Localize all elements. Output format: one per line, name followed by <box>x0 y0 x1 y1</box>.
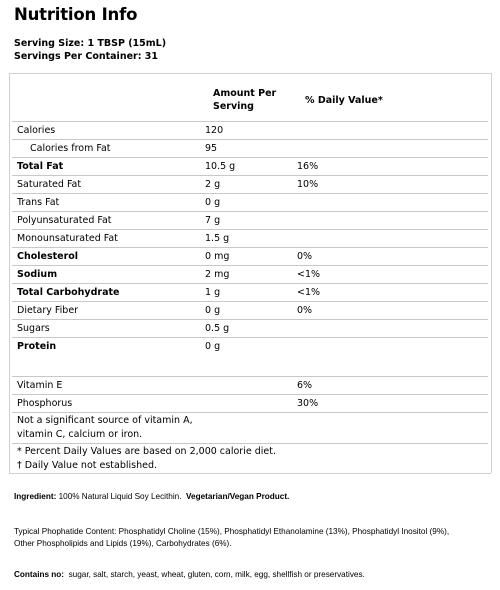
table-row <box>12 395 488 413</box>
table-row <box>12 320 488 338</box>
nutrient-name: Polyunsaturated Fat <box>12 212 205 230</box>
table-row <box>12 176 488 194</box>
nutrient-dv <box>297 194 488 212</box>
vitamin-dv: 6% <box>297 377 488 395</box>
serving-info <box>14 37 166 63</box>
ingredient-text: 100% Natural Liquid Soy Lecithin. <box>56 492 187 501</box>
page-title: Nutrition Info <box>14 5 138 24</box>
nutrient-amount: 120 <box>205 122 297 140</box>
ingredient-label: Ingredient: <box>14 492 57 501</box>
nutrient-amount: 0 g <box>205 341 221 352</box>
nutrient-dv: 0% <box>297 248 488 266</box>
nutrient-name: Sugars <box>12 320 205 338</box>
nutrient-dv <box>297 230 488 248</box>
nutrient-dv <box>297 122 488 140</box>
nutrient-name: Calories from Fat <box>12 140 205 158</box>
table-row <box>12 230 488 248</box>
nutrient-name: Total Fat <box>12 158 205 176</box>
panel-top-rule <box>9 73 491 74</box>
nutrient-amount: 7 g <box>205 212 297 230</box>
nutrient-amount: 10.5 g <box>205 158 297 176</box>
table-row <box>12 377 488 395</box>
nutrient-name: Dietary Fiber <box>12 302 205 320</box>
contains-label: Contains no: <box>14 570 65 579</box>
percent-dv-footnote: * Percent Daily Values are based on 2,000 calorie diet. <box>17 446 276 457</box>
nutrient-name: Total Carbohydrate <box>12 284 205 302</box>
nutrient-dv: 10% <box>297 176 488 194</box>
table-row <box>12 158 488 176</box>
vegan-tag: Vegetarian/Vegan Product. <box>186 492 290 501</box>
serving-size: Serving Size: 1 TBSP (15mL) <box>14 38 167 49</box>
servings-per-container: Servings Per Container: 31 <box>14 51 159 62</box>
nutrient-amount: 1.5 g <box>205 230 297 248</box>
nutrient-amount: 2 mg <box>205 266 297 284</box>
nutrient-dv <box>297 212 488 230</box>
table-row <box>12 302 488 320</box>
nutrient-dv: 16% <box>297 158 488 176</box>
table-row <box>12 122 488 140</box>
nutrient-dv <box>297 320 488 338</box>
contains-text: sugar, salt, starch, yeast, wheat, gluten, corn, milk, egg, shellfish or preservatives. <box>64 570 365 579</box>
dv-not-established-footnote: † Daily Value not established. <box>17 459 158 471</box>
vitamin-dv: 30% <box>297 395 488 413</box>
nutrient-amount: 0 mg <box>205 248 297 266</box>
nutrient-name: Trans Fat <box>12 194 205 212</box>
nutrition-table <box>12 122 488 355</box>
nutrient-amount: 0 g <box>205 194 297 212</box>
amount-column-header: Amount Per Serving <box>213 88 277 112</box>
table-row <box>12 248 488 266</box>
not-significant-note: Not a significant source of vitamin A, vitamin C, calcium or iron. <box>17 415 193 440</box>
note-divider <box>12 443 488 444</box>
nutrient-amount: 2 g <box>205 176 297 194</box>
table-row <box>12 140 488 158</box>
nutrient-amount: 95 <box>205 140 297 158</box>
nutrient-dv <box>297 140 488 158</box>
phosphatide-content: Typical Phophatide Content: Phosphatidyl Choline (15%), Phosphatidyl Ethanolamine (13%), Phosphatidyl Inositol (9%), Other Phospholipids and Lipids (19%), Carbohydrates (6%). <box>14 527 450 548</box>
contains-no-line <box>14 570 365 579</box>
nutrient-dv: 0% <box>297 302 488 320</box>
table-row <box>12 212 488 230</box>
nutrient-name: Cholesterol <box>12 248 205 266</box>
table-row <box>12 338 488 356</box>
nutrient-amount: 1 g <box>205 284 297 302</box>
nutrient-dv <box>297 338 488 356</box>
ingredient-line <box>14 492 289 501</box>
footnotes <box>17 445 477 472</box>
nutrient-name: Sodium <box>12 266 205 284</box>
table-row <box>12 266 488 284</box>
nutrient-name: Monounsaturated Fat <box>12 230 205 248</box>
nutrient-name: Calories <box>12 122 205 140</box>
table-row <box>12 284 488 302</box>
nutrient-dv: <1% <box>297 284 488 302</box>
nutrient-amount: 0.5 g <box>205 320 297 338</box>
table-row <box>12 194 488 212</box>
nutrient-name: Protein <box>17 341 57 352</box>
panel-bottom-rule <box>9 473 491 474</box>
vitamin-table <box>12 376 488 413</box>
vitamin-name: Phosphorus <box>12 395 297 413</box>
nutrient-name: Saturated Fat <box>12 176 205 194</box>
nutrient-amount: 0 g <box>205 302 297 320</box>
daily-value-column-header: % Daily Value* <box>305 95 383 106</box>
vitamin-name: Vitamin E <box>12 377 297 395</box>
nutrient-dv: <1% <box>297 266 488 284</box>
